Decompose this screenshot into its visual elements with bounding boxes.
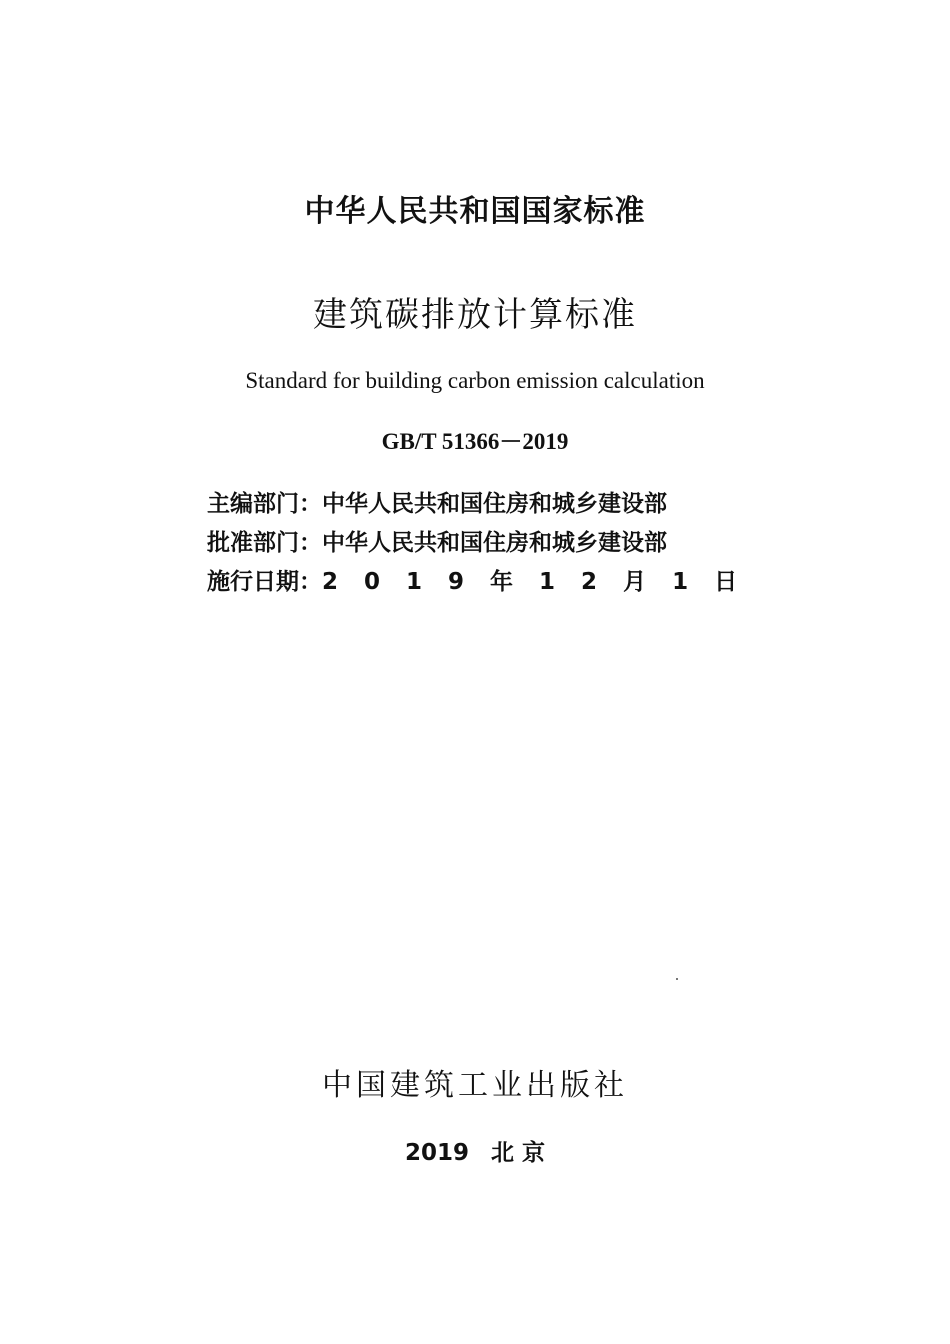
publication-city: 北 京: [491, 1140, 546, 1166]
info-effective-date: [207, 566, 746, 598]
chief-editor-value: 中华人民共和国住房和城乡建设部: [322, 491, 667, 517]
publication-year: 2019: [404, 1140, 469, 1166]
effective-label: 施行日期：: [207, 569, 322, 595]
publication-place: [0, 1137, 950, 1169]
info-chief-editor: [207, 488, 667, 520]
publisher-name: 中国建筑工业出版社: [322, 1068, 628, 1103]
standard-series-heading: 中华人民共和国国家标准: [304, 194, 646, 229]
info-approver: [207, 527, 667, 559]
effective-value: 2 0 1 9 年 1 2 月 1 日: [322, 569, 747, 595]
standard-code: GB/T 51366－2019: [381, 429, 569, 454]
scan-speck: [676, 978, 678, 980]
title-chinese: 建筑碳排放计算标准: [313, 295, 637, 335]
approver-label: 批准部门：: [207, 530, 322, 556]
chief-editor-label: 主编部门：: [207, 491, 322, 517]
approver-value: 中华人民共和国住房和城乡建设部: [322, 530, 667, 556]
title-english: Standard for building carbon emission calculation: [245, 368, 705, 393]
